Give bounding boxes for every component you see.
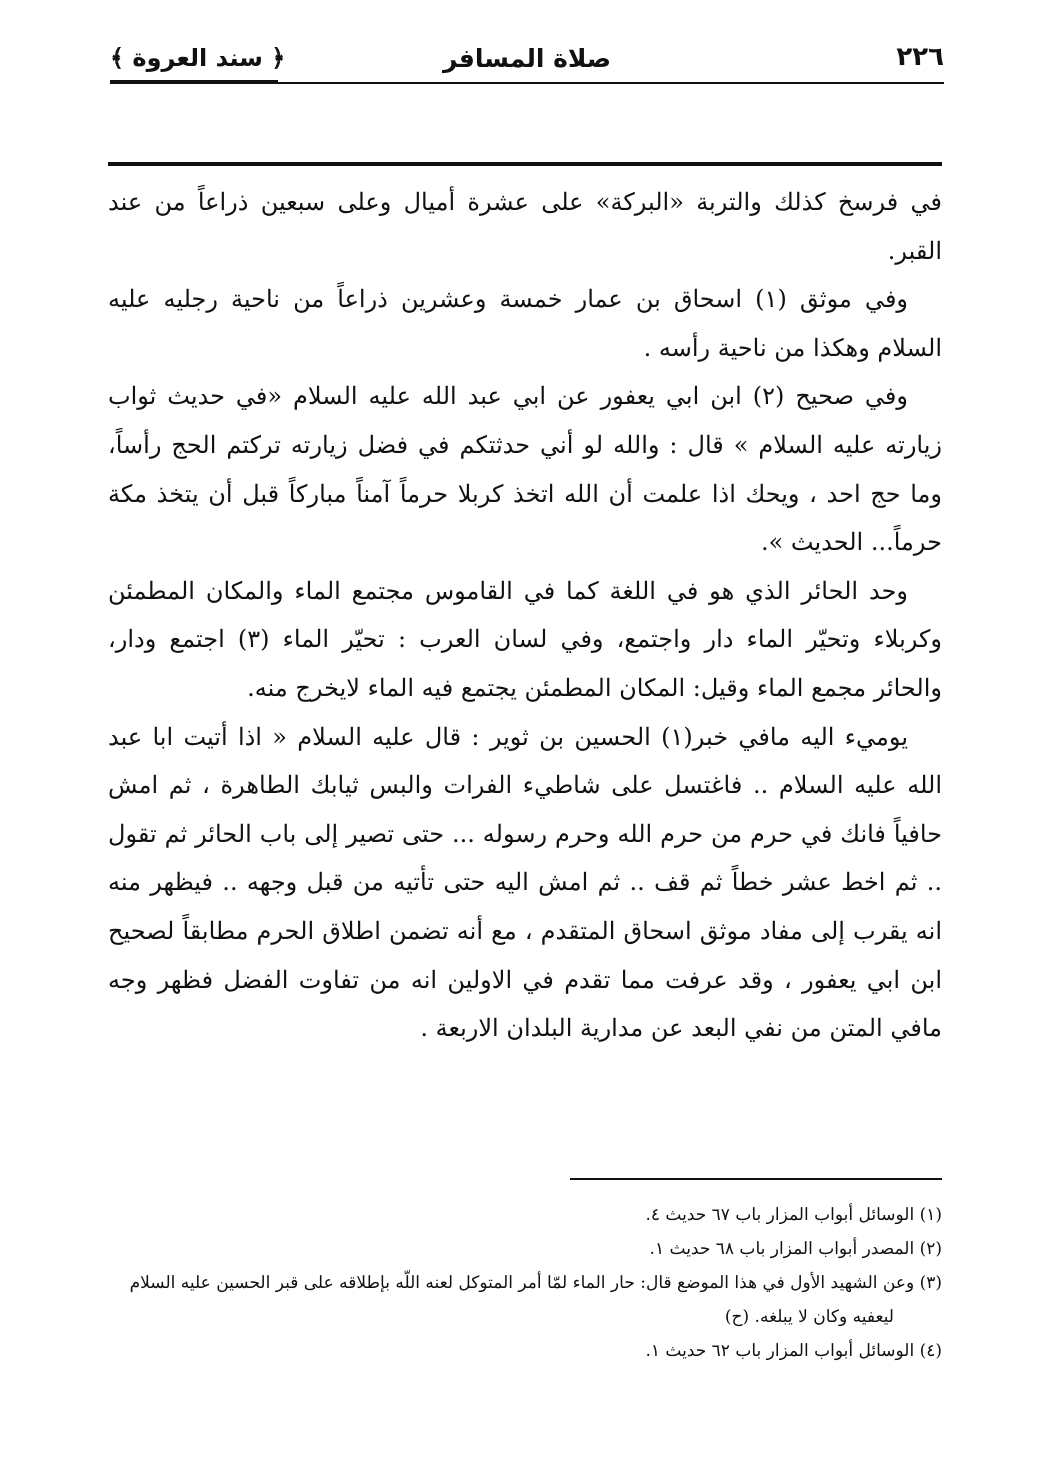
footnote-3: (٣) وعن الشهيد الأول في هذا الموضع قال: حار الماء لمّا أمر المتوكل لعنه اللّه بإطلاقه على قبر الحسين عليه السلام <box>129 1273 942 1293</box>
paragraph-5: يوميء اليه مافي خبر(١) الحسين بن ثوير : قال عليه السلام « اذا أتيت ابا عبد الله عليه السلام .. فاغتسل على شاطيء الفرات والبس ثيابك الطاهرة ، ثم امش حافياً فانك في حرم من حرم الله وحرم رسوله ... حتى تصير إلى باب الحائر ثم تقول .. ثم اخط عشر خطاً ثم قف .. ثم امش اليه حتى تأتيه من قبل وجهه .. فيظهر منه انه يقرب إلى مفاد موثق اسحاق المتقدم ، مع أنه تضمن اطلاق الحرم مطابقاً لصحيح ابن ابي يعفور ، وقد عرفت مما تقدم في الاولين انه من تفاوت الفضل فظهر وجه مافي المتن من نفي البعد عن مدارية البلدان الاربعة . <box>108 722 942 1043</box>
footnote-3-continued: ليعفيه وكان لا يبلغه. (ح) <box>724 1307 894 1327</box>
footnote-1: (١) الوسائل أبواب المزار باب ٦٧ حديث ٤. <box>645 1205 942 1225</box>
chapter-title: صلاة المسافر <box>442 44 612 73</box>
footnote-4: (٤) الوسائل أبواب المزار باب ٦٢ حديث ١. <box>645 1341 942 1361</box>
paragraph-1: في فرسخ كذلك والتربة «البركة» على عشرة أميال وعلى سبعين ذراعاً من عند القبر. <box>108 188 942 265</box>
body-text <box>108 178 942 1053</box>
book-title: ﴿ سند العروة ﴾ <box>110 44 286 72</box>
paragraph-3: وفي صحيح (٢) ابن ابي يعفور عن ابي عبد الله عليه السلام «في حديث ثواب زيارته عليه السلام » قال : والله لو أني حدثتكم في فضل زيارته تركتم الحج رأساً، وما حج احد ، ويحك اذا علمت أن الله اتخذ كربلا حرماً آمناً مباركاً قبل أن يتخذ مكة حرماً... الحديث ». <box>108 382 942 557</box>
page-header <box>110 42 944 82</box>
footnote-2: (٢) المصدر أبواب المزار باب ٦٨ حديث ١. <box>649 1239 942 1259</box>
section-rule <box>108 162 942 166</box>
page-number: ٢٢٦ <box>896 42 944 72</box>
header-rule <box>110 82 944 84</box>
paragraph-4: وحد الحائر الذي هو في اللغة كما في القاموس مجتمع الماء والمكان المطمئن وكربلاء وتحيّر الماء دار واجتمع، وفي لسان العرب : تحيّر الماء (٣) اجتمع ودار، والحائر مجمع الماء وقيل: المكان المطمئن يجتمع فيه الماء لايخرج منه. <box>108 576 942 702</box>
footnote-rule <box>570 1178 942 1180</box>
footnotes <box>108 1198 942 1368</box>
paragraph-2: وفي موثق (١) اسحاق بن عمار خمسة وعشرين ذراعاً من ناحية رجليه عليه السلام وهكذا من ناحية رأسه . <box>108 285 942 362</box>
